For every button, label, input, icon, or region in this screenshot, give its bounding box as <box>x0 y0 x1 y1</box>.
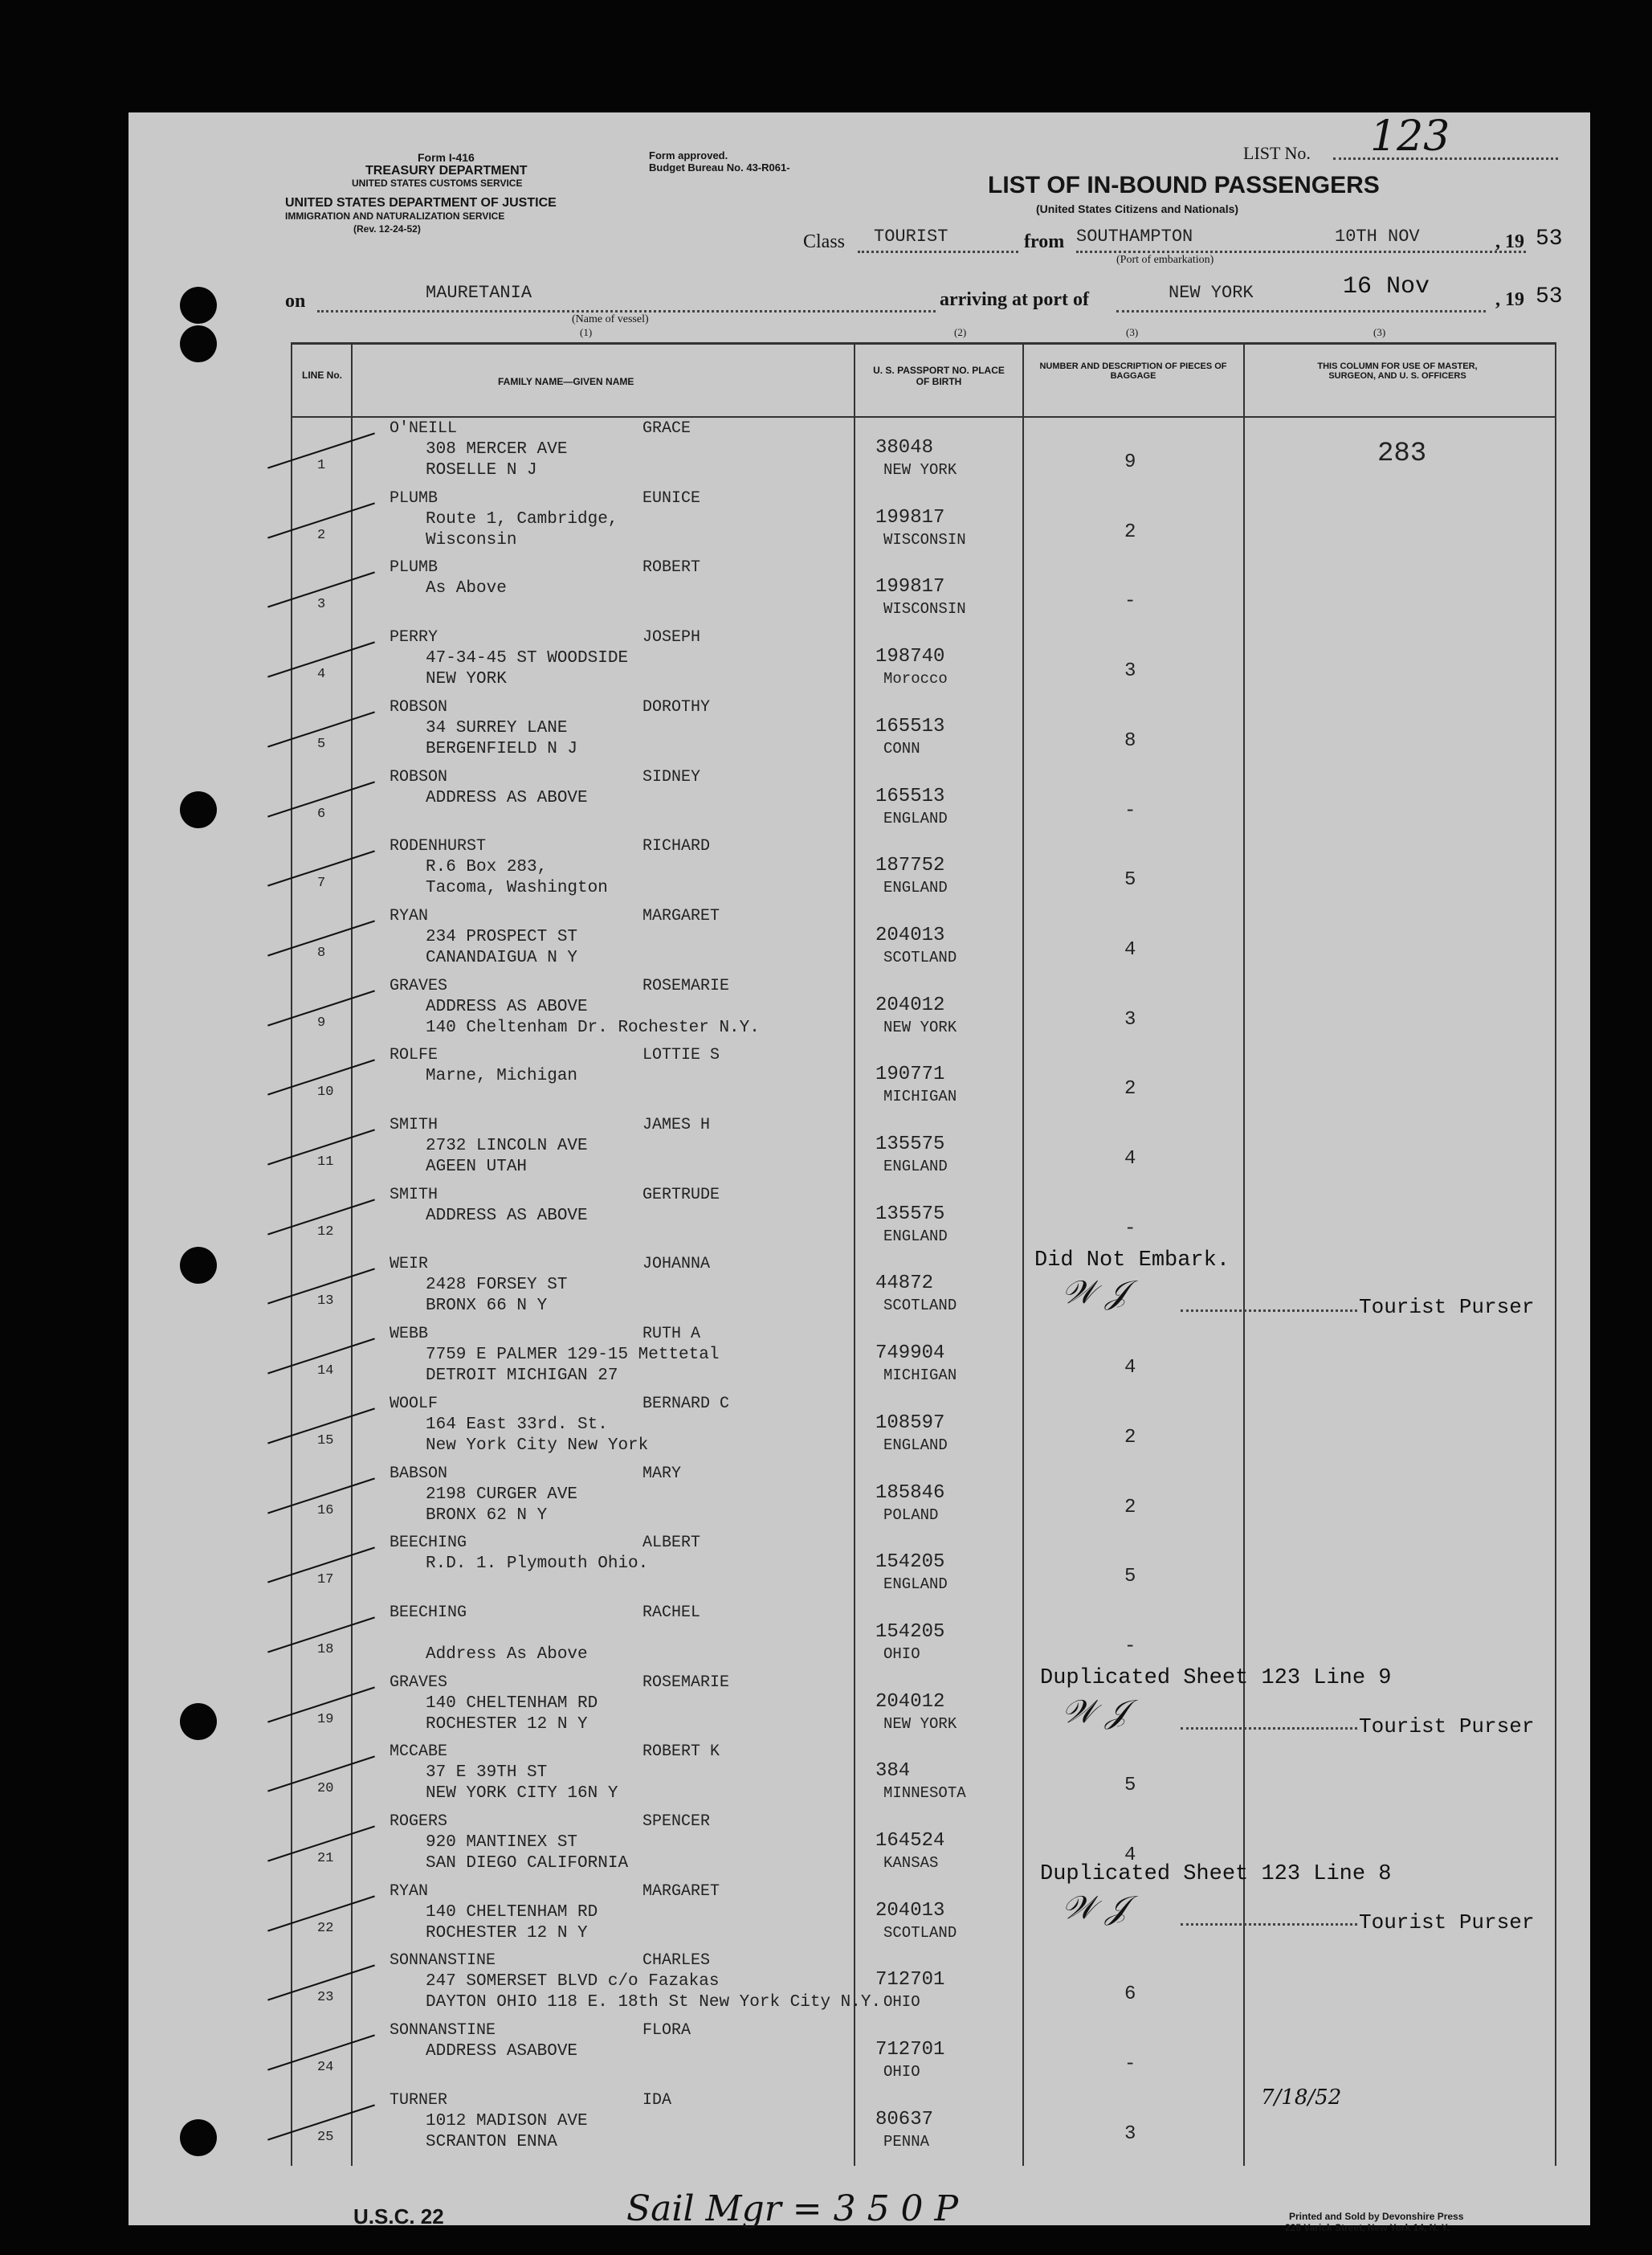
arrival-year: 53 <box>1536 284 1563 309</box>
baggage-count: 4 <box>1124 1844 1136 1866</box>
address-line-1: 7759 E PALMER 129-15 Mettetal <box>426 1346 720 1365</box>
line-number: 10 <box>317 1085 334 1101</box>
header-officers: THIS COLUMN FOR USE OF MASTER, SURGEON, AND U. S. OFFICERS <box>1317 362 1478 381</box>
baggage-count: 4 <box>1124 1148 1136 1170</box>
address-line-1: 1012 MADISON AVE <box>426 2111 588 2130</box>
address-line-1: 47-34-45 ST WOODSIDE <box>426 649 629 668</box>
address-line-1: 2198 CURGER AVE <box>426 1485 578 1504</box>
list-number: 123 <box>1370 112 1450 161</box>
line-number: 2 <box>317 527 326 543</box>
place-of-birth: SCOTLAND <box>883 948 957 966</box>
passport-number: 204013 <box>875 1899 945 1922</box>
from-port: SOUTHAMPTON <box>1076 227 1193 247</box>
given-name: FLORA <box>642 2021 691 2041</box>
address-line-1: Marne, Michigan <box>426 1067 578 1086</box>
address-line-1: 234 PROSPECT ST <box>426 927 578 946</box>
baggage-count: - <box>1124 590 1136 613</box>
family-name: O'NEILL <box>390 419 458 438</box>
baggage-count: 5 <box>1124 869 1136 892</box>
tourist-purser-3: Tourist Purser <box>1359 1910 1535 1934</box>
address-line-2: Wisconsin <box>426 530 517 549</box>
address-line-2: SAN DIEGO CALIFORNIA <box>426 1854 629 1873</box>
line-number: 5 <box>317 736 326 752</box>
line-number: 22 <box>317 1920 334 1936</box>
header-name: FAMILY NAME—GIVEN NAME <box>498 376 634 387</box>
line-number: 13 <box>317 1293 334 1309</box>
address-line-2: BRONX 62 N Y <box>426 1505 548 1525</box>
address-line-1: 2732 LINCOLN AVE <box>426 1137 588 1155</box>
line-number: 16 <box>317 1502 334 1518</box>
given-name: LOTTIE S <box>642 1046 720 1065</box>
signature-dots-3 <box>1181 1923 1357 1926</box>
baggage-count: 3 <box>1124 2122 1136 2145</box>
passport-number: 38048 <box>875 437 934 459</box>
family-name: MCCABE <box>390 1742 448 1762</box>
place-of-birth: POLAND <box>883 1505 939 1524</box>
arrival-date: 16 Nov <box>1343 273 1430 300</box>
family-name: PLUMB <box>390 558 438 578</box>
given-name: RICHARD <box>642 837 711 856</box>
place-of-birth: ENGLAND <box>883 1436 948 1454</box>
given-name: JAMES H <box>642 1116 711 1134</box>
given-name: ROSEMARIE <box>642 1673 730 1692</box>
on-label: on <box>285 291 306 312</box>
given-name: BERNARD C <box>642 1394 730 1413</box>
address-line-2: AGEEN UTAH <box>426 1158 528 1176</box>
family-name: RYAN <box>390 906 429 925</box>
family-name: SMITH <box>390 1185 438 1204</box>
line-number: 14 <box>317 1363 334 1379</box>
col-num-3: (3) <box>1126 326 1139 338</box>
passport-number: 384 <box>875 1760 911 1783</box>
baggage-count: 2 <box>1124 1496 1136 1518</box>
passport-number: 135575 <box>875 1203 945 1225</box>
line-number: 7 <box>317 876 326 892</box>
passport-number: 749904 <box>875 1342 945 1365</box>
form-approved: Form approved. <box>649 149 728 161</box>
baggage-count: - <box>1124 799 1136 822</box>
address-line-1: R.6 Box 283, <box>426 858 548 877</box>
family-name: BEECHING <box>390 1603 467 1622</box>
given-name: CHARLES <box>642 1951 711 1971</box>
address-line-1: 247 SOMERSET BLVD c/o Fazakas <box>426 1972 720 1992</box>
from-line <box>1076 251 1526 253</box>
line-number: 4 <box>317 667 326 683</box>
punch-hole <box>180 325 217 362</box>
given-name: GERTRUDE <box>642 1185 720 1204</box>
place-of-birth: MICHIGAN <box>883 1088 957 1106</box>
line-number: 8 <box>317 945 326 961</box>
punch-hole <box>180 2119 217 2156</box>
place-of-birth: NEW YORK <box>883 461 957 479</box>
address-line-1: ADDRESS ASABOVE <box>426 2042 578 2061</box>
line-number: 6 <box>317 806 326 822</box>
passport-number: 204013 <box>875 924 945 946</box>
handwritten-bottom: Sail Mgr = 3 5 0 P <box>626 2188 959 2229</box>
form-title: LIST OF IN-BOUND PASSENGERS <box>988 172 1380 198</box>
baggage-count: 2 <box>1124 521 1136 543</box>
year-prefix-2: , 19 <box>1495 289 1524 310</box>
passport-number: 135575 <box>875 1134 945 1155</box>
baggage-count: - <box>1124 1635 1136 1657</box>
baggage-count: 3 <box>1124 1008 1136 1031</box>
passport-number: 712701 <box>875 2039 945 2061</box>
table-header-bottom <box>291 416 1556 418</box>
line-number: 15 <box>317 1432 334 1448</box>
passport-number: 165513 <box>875 715 945 737</box>
arrival-port: NEW YORK <box>1169 283 1254 303</box>
place-of-birth: OHIO <box>883 1644 920 1663</box>
place-of-birth: SCOTLAND <box>883 1297 957 1315</box>
family-name: ROLFE <box>390 1046 438 1065</box>
address-line-1: As Above <box>426 579 507 598</box>
passport-number: 204012 <box>875 994 945 1016</box>
col-line-no <box>351 342 353 2166</box>
address-line-1: 34 SURREY LANE <box>426 718 568 737</box>
budget-bureau: Budget Bureau No. 43-R061- <box>649 161 790 174</box>
col-officers <box>1243 342 1245 2166</box>
family-name: SONNANSTINE <box>390 1951 496 1971</box>
family-name: TURNER <box>390 2090 448 2110</box>
passport-number: 199817 <box>875 506 945 529</box>
place-of-birth: ENGLAND <box>883 1575 948 1594</box>
vessel-line <box>317 310 936 313</box>
col-num-1: (1) <box>580 326 593 338</box>
place-of-birth: NEW YORK <box>883 1018 957 1036</box>
family-name: RODENHURST <box>390 837 487 856</box>
class-value: TOURIST <box>874 227 948 247</box>
passport-number: 80637 <box>875 2108 934 2130</box>
line-number: 11 <box>317 1154 334 1170</box>
line-number: 20 <box>317 1781 334 1797</box>
address-line-2: DETROIT MICHIGAN 27 <box>426 1366 618 1386</box>
address-line-1: ADDRESS AS ABOVE <box>426 997 588 1016</box>
tourist-purser-2: Tourist Purser <box>1359 1714 1535 1738</box>
given-name: ROSEMARIE <box>642 976 730 995</box>
arrival-line <box>1116 310 1486 313</box>
usc-code: U.S.C. 22 <box>353 2204 444 2228</box>
given-name: ROBERT K <box>642 1742 720 1762</box>
punch-hole <box>180 287 217 324</box>
class-label: Class <box>803 231 846 252</box>
given-name: DOROTHY <box>642 697 711 717</box>
line-number: 12 <box>317 1224 334 1240</box>
form-number: Form I-416 <box>418 151 475 164</box>
address-line-2: ROSELLE N J <box>426 461 537 480</box>
family-name: GRAVES <box>390 976 448 995</box>
family-name: ROBSON <box>390 767 448 786</box>
baggage-count: 9 <box>1124 451 1136 473</box>
passport-number: 187752 <box>875 855 945 877</box>
place-of-birth: PENNA <box>883 2132 930 2151</box>
header-baggage: NUMBER AND DESCRIPTION OF PIECES OF BAGGAGE <box>1039 362 1227 381</box>
duplicated-note-1: Duplicated Sheet 123 Line 9 <box>1040 1666 1392 1690</box>
passport-number: 199817 <box>875 576 945 598</box>
family-name: PERRY <box>390 628 438 647</box>
place-of-birth: NEW YORK <box>883 1714 957 1733</box>
line-number: 24 <box>317 2060 334 2076</box>
passport-number: 154205 <box>875 1620 945 1643</box>
address-line-2: SCRANTON ENNA <box>426 2132 557 2151</box>
family-name: RYAN <box>390 1881 429 1901</box>
col-num-4: (3) <box>1373 326 1386 338</box>
form-sheet <box>128 112 1590 2225</box>
place-of-birth: MICHIGAN <box>883 1366 957 1385</box>
place-of-birth: Morocco <box>883 670 948 688</box>
header-line-no: LINE No. <box>302 370 342 381</box>
justice-dept: UNITED STATES DEPARTMENT OF JUSTICE <box>285 196 557 210</box>
line-number: 1 <box>317 458 326 473</box>
address-line-1: 37 E 39TH ST <box>426 1763 548 1783</box>
ins-service: IMMIGRATION AND NATURALIZATION SERVICE <box>285 210 505 222</box>
family-name: GRAVES <box>390 1673 448 1692</box>
family-name: BABSON <box>390 1464 448 1483</box>
place-of-birth: OHIO <box>883 1993 920 2012</box>
given-name: JOSEPH <box>642 628 701 647</box>
baggage-count: - <box>1124 2053 1136 2076</box>
from-year: 53 <box>1536 227 1563 251</box>
place-of-birth: CONN <box>883 739 920 758</box>
passport-number: 164524 <box>875 1830 945 1852</box>
family-name: ROGERS <box>390 1812 448 1831</box>
address-line-2: NEW YORK CITY 16N Y <box>426 1784 618 1804</box>
given-name: SIDNEY <box>642 767 701 786</box>
passport-number: 712701 <box>875 1969 945 1992</box>
did-not-embark-note: Did Not Embark. <box>1034 1248 1230 1273</box>
place-of-birth: SCOTLAND <box>883 1923 957 1942</box>
family-name: WEBB <box>390 1325 429 1344</box>
customs-service: UNITED STATES CUSTOMS SERVICE <box>352 178 523 189</box>
given-name: EUNICE <box>642 488 701 508</box>
address-line-1: Route 1, Cambridge, <box>426 509 618 529</box>
printer-name: Printed and Sold by Devonshire Press <box>1289 2211 1464 2222</box>
address-line-1: 2428 FORSEY ST <box>426 1276 568 1295</box>
table-right <box>1555 342 1556 2166</box>
passport-number: 44872 <box>875 1273 934 1295</box>
family-name: ROBSON <box>390 697 448 717</box>
class-line <box>858 251 1018 253</box>
officer-note: 283 <box>1377 439 1427 469</box>
baggage-count: 5 <box>1124 1566 1136 1588</box>
place-of-birth: ENGLAND <box>883 1158 948 1175</box>
address-line-2: ROCHESTER 12 N Y <box>426 1714 588 1734</box>
baggage-count: 3 <box>1124 660 1136 683</box>
form-subtitle: (United States Citizens and Nationals) <box>1036 202 1239 215</box>
table-top <box>291 342 1556 345</box>
address-line-2: Address As Above <box>426 1644 588 1664</box>
line-number: 19 <box>317 1711 334 1727</box>
passport-number: 185846 <box>875 1481 945 1504</box>
family-name: WEIR <box>390 1255 429 1274</box>
vessel-name: MAURETANIA <box>426 283 532 303</box>
place-of-birth: ENGLAND <box>883 809 948 827</box>
baggage-count: 2 <box>1124 1078 1136 1101</box>
purser-signature-3: 𝒲 𝒥 <box>1062 1889 1128 1926</box>
line-number: 23 <box>317 1990 334 2006</box>
address-line-2: CANANDAIGUA N Y <box>426 948 578 967</box>
given-name: JOHANNA <box>642 1255 711 1274</box>
line-number: 25 <box>317 2129 334 2145</box>
place-of-birth: KANSAS <box>883 1854 939 1872</box>
given-name: SPENCER <box>642 1812 711 1831</box>
stamp-date: 7/18/52 <box>1261 2085 1342 2110</box>
family-name: PLUMB <box>390 488 438 508</box>
given-name: GRACE <box>642 419 691 438</box>
given-name: ROBERT <box>642 558 701 578</box>
printer-address: 225 Varick Street, New York 14, N. Y. <box>1285 2222 1450 2233</box>
address-line-1: 164 East 33rd. St. <box>426 1415 608 1434</box>
duplicated-note-2: Duplicated Sheet 123 Line 8 <box>1040 1862 1392 1886</box>
family-name: SMITH <box>390 1116 438 1134</box>
address-line-2: BERGENFIELD N J <box>426 739 578 758</box>
address-line-1: 140 CHELTENHAM RD <box>426 1693 598 1713</box>
place-of-birth: MINNESOTA <box>883 1784 966 1803</box>
address-line-2: 140 Cheltenham Dr. Rochester N.Y. <box>426 1018 760 1037</box>
address-line-1: 920 MANTINEX ST <box>426 1833 578 1852</box>
given-name: ALBERT <box>642 1534 701 1553</box>
given-name: MARGARET <box>642 906 720 925</box>
from-label: from <box>1024 231 1065 252</box>
given-name: IDA <box>642 2090 672 2110</box>
line-number: 9 <box>317 1015 326 1031</box>
place-of-birth: ENGLAND <box>883 879 948 897</box>
from-date: 10TH NOV <box>1335 227 1420 247</box>
signature-dots-2 <box>1181 1727 1357 1730</box>
line-number: 3 <box>317 597 326 613</box>
address-line-2: Tacoma, Washington <box>426 879 608 898</box>
passport-number: 204012 <box>875 1690 945 1713</box>
list-no-label: LIST No. <box>1243 143 1311 163</box>
address-line-1: ADDRESS AS ABOVE <box>426 1206 588 1225</box>
given-name: RUTH A <box>642 1325 701 1344</box>
baggage-count: 4 <box>1124 1357 1136 1379</box>
address-line-2: DAYTON OHIO 118 E. 18th St New York City N.Y. <box>426 1993 882 2012</box>
col-baggage <box>1022 342 1024 2166</box>
address-line-2: ROCHESTER 12 N Y <box>426 1923 588 1942</box>
address-line-2: BRONX 66 N Y <box>426 1297 548 1316</box>
purser-signature-2: 𝒲 𝒥 <box>1062 1693 1128 1730</box>
address-line-1: 308 MERCER AVE <box>426 440 568 459</box>
address-line-2: NEW YORK <box>426 670 507 689</box>
baggage-count: 5 <box>1124 1775 1136 1797</box>
passport-number: 190771 <box>875 1064 945 1086</box>
place-of-birth: ENGLAND <box>883 1227 948 1245</box>
address-line-1: ADDRESS AS ABOVE <box>426 788 588 807</box>
family-name: SONNANSTINE <box>390 2021 496 2041</box>
line-number: 18 <box>317 1641 334 1657</box>
arriving-label: arriving at port of <box>940 289 1089 310</box>
port-embarkation-caption: (Port of embarkation) <box>1116 254 1214 266</box>
punch-hole <box>180 1247 217 1284</box>
baggage-count: - <box>1124 1217 1136 1240</box>
signature-dots <box>1181 1309 1357 1312</box>
baggage-count: 8 <box>1124 729 1136 752</box>
passport-number: 165513 <box>875 785 945 807</box>
col-passport <box>854 342 855 2166</box>
revision: (Rev. 12-24-52) <box>353 223 421 235</box>
place-of-birth: OHIO <box>883 2063 920 2081</box>
line-number: 21 <box>317 1851 334 1866</box>
col-num-2: (2) <box>954 326 967 338</box>
treasury-dept: TREASURY DEPARTMENT <box>365 164 528 178</box>
place-of-birth: WISCONSIN <box>883 600 966 619</box>
header-passport: U. S. PASSPORT NO. PLACE OF BIRTH <box>873 365 1005 387</box>
given-name: MARY <box>642 1464 682 1483</box>
baggage-count: 2 <box>1124 1426 1136 1448</box>
line-number: 17 <box>317 1572 334 1588</box>
family-name: BEECHING <box>390 1534 467 1553</box>
tourist-purser-1: Tourist Purser <box>1359 1295 1535 1319</box>
family-name: WOOLF <box>390 1394 438 1413</box>
year-prefix: , 19 <box>1495 231 1524 252</box>
baggage-count: 6 <box>1124 1983 1136 2006</box>
baggage-count: 4 <box>1124 938 1136 961</box>
passport-number: 108597 <box>875 1411 945 1434</box>
table-left <box>291 342 292 2166</box>
address-line-1: 140 CHELTENHAM RD <box>426 1902 598 1922</box>
purser-signature: 𝒲 𝒥 <box>1062 1274 1128 1311</box>
punch-hole <box>180 1703 217 1740</box>
place-of-birth: WISCONSIN <box>883 530 966 549</box>
address-line-2: New York City New York <box>426 1436 649 1455</box>
given-name: RACHEL <box>642 1603 701 1622</box>
passport-number: 154205 <box>875 1551 945 1574</box>
address-line-1: R.D. 1. Plymouth Ohio. <box>426 1554 649 1574</box>
given-name: MARGARET <box>642 1881 720 1901</box>
vessel-caption: (Name of vessel) <box>572 313 649 325</box>
punch-hole <box>180 791 217 828</box>
passport-number: 198740 <box>875 646 945 668</box>
